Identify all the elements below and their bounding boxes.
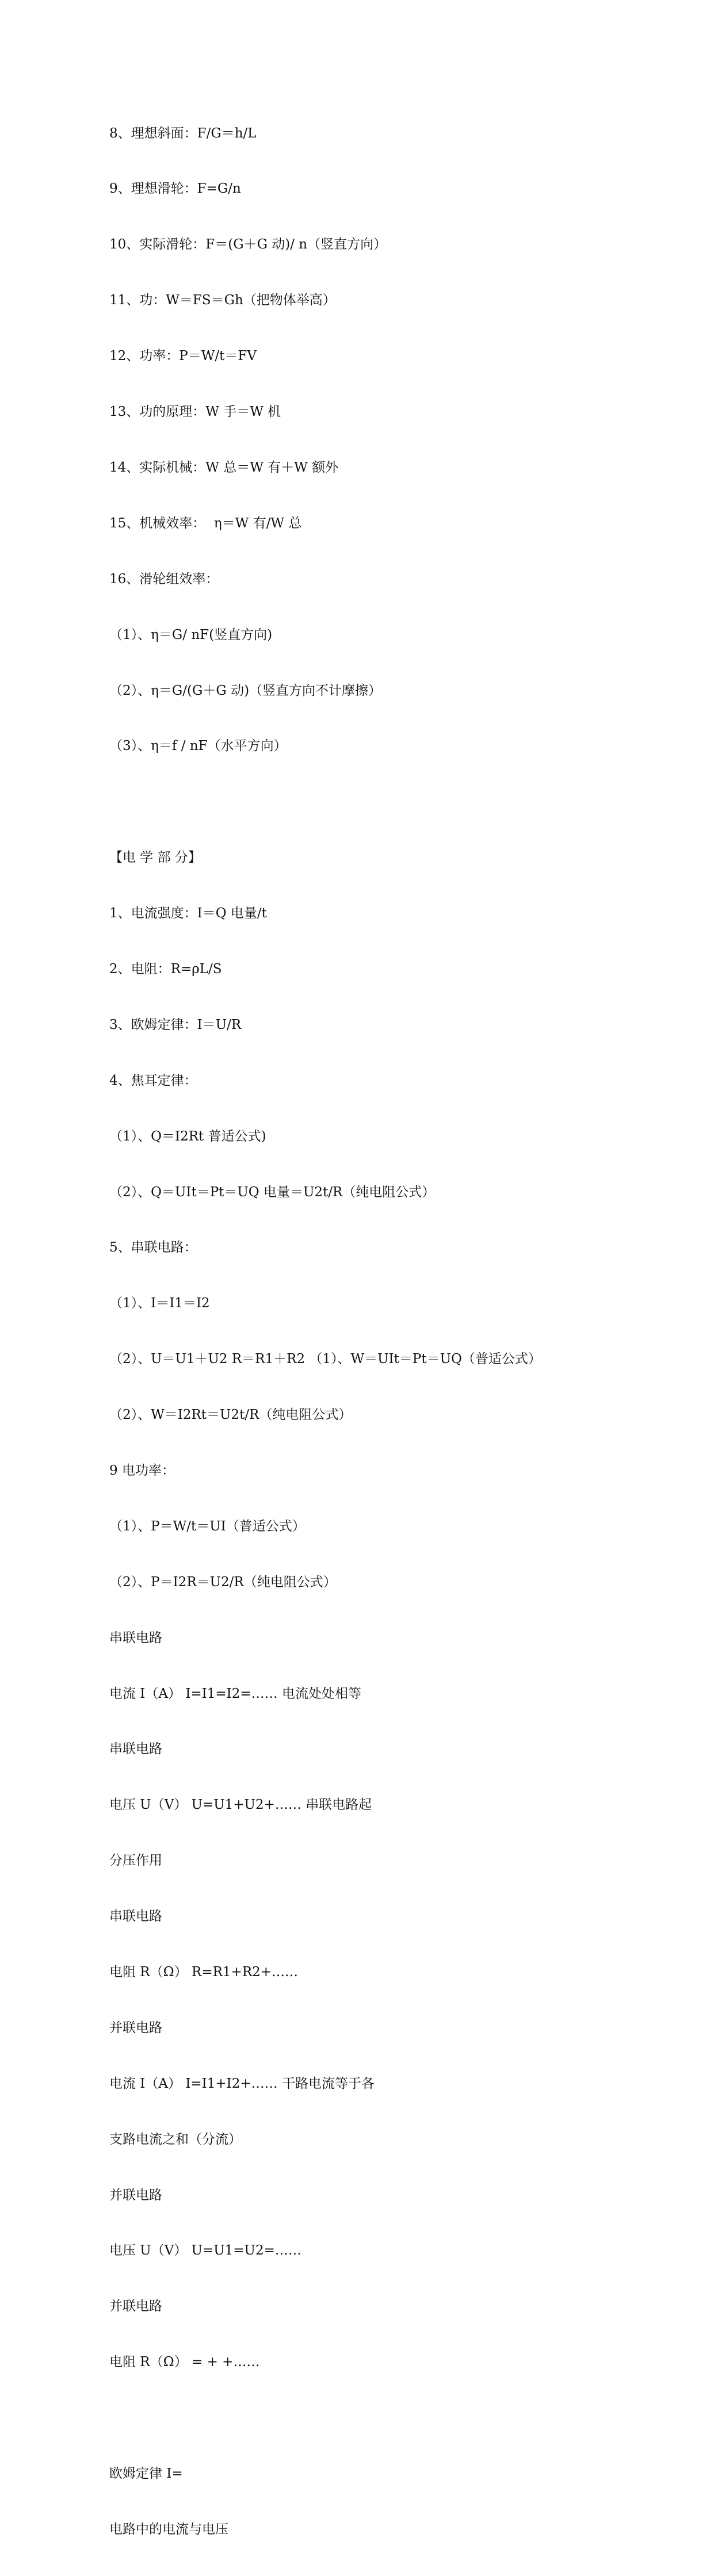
- text-line: 8、理想斜面：F/G＝h/L: [109, 125, 257, 141]
- text-line: 16、滑轮组效率：: [109, 571, 219, 587]
- text-line: 电阻 R（Ω） R=R1+R2+……: [109, 1964, 299, 1980]
- text-line: （2）、η＝G/(G＋G 动)（竖直方向不计摩擦）: [109, 683, 382, 698]
- text-line: 9 电功率：: [109, 1463, 175, 1478]
- text-line: 2、电阻：R=ρL/S: [109, 961, 222, 977]
- text-line: 10、实际滑轮：F＝(G＋G 动)/ n（竖直方向）: [109, 237, 387, 252]
- text-line: 欧姆定律 I=: [109, 2466, 183, 2481]
- text-line: 分压作用: [109, 1853, 162, 1869]
- document-text: [109, 87, 673, 2576]
- text-line: 电路中的电流与电压: [109, 2521, 228, 2537]
- text-line: 串联电路: [109, 1630, 162, 1645]
- text-line: 3、欧姆定律：I＝U/R: [109, 1017, 242, 1032]
- blank-line: [109, 793, 673, 811]
- section-heading: 【电 学 部 分】: [109, 850, 201, 866]
- text-line: 并联电路: [109, 2020, 162, 2035]
- text-line: （2）、U＝U1＋U2 R＝R1＋R2 （1）、W＝UIt＝Pt＝UQ（普适公式）: [109, 1352, 541, 1367]
- text-line: 13、功的原理：W 手＝W 机: [109, 404, 281, 420]
- text-line: （2）、P＝I2R＝U2/R（纯电阻公式）: [109, 1574, 337, 1590]
- text-line: 5、串联电路：: [109, 1240, 197, 1256]
- text-line: 电压 U（V） U=U1+U2+…… 串联电路起: [109, 1797, 372, 1813]
- text-line: （2）、W＝I2Rt＝U2t/R（纯电阻公式）: [109, 1407, 352, 1423]
- text-line: （1）、P＝W/t＝UI（普适公式）: [109, 1518, 306, 1534]
- text-line: （2）、Q＝UIt＝Pt＝UQ 电量＝U2t/R（纯电阻公式）: [109, 1184, 436, 1200]
- text-line: 电阻 R（Ω） = + +……: [109, 2355, 260, 2370]
- text-line: 串联电路: [109, 1741, 162, 1757]
- text-line: 电流 I（A） I=I1=I2=…… 电流处处相等: [109, 1686, 361, 1701]
- text-line: 电流 I（A） I=I1+I2+…… 干路电流等于各: [109, 2076, 375, 2091]
- text-line: 12、功率：P＝W/t＝FV: [109, 349, 257, 364]
- text-line: （1）、Q＝I2Rt 普适公式): [109, 1128, 266, 1144]
- text-line: 串联电路: [109, 1909, 162, 1924]
- text-line: 电压 U（V） U=U1=U2=……: [109, 2243, 301, 2259]
- blank-line: [109, 2409, 673, 2427]
- text-line: 9、理想滑轮：F=G/n: [109, 181, 241, 197]
- text-line: 11、功：W＝FS＝Gh（把物体举高）: [109, 293, 336, 308]
- text-line: 并联电路: [109, 2299, 162, 2314]
- text-line: 并联电路: [109, 2187, 162, 2203]
- text-line: 4、焦耳定律：: [109, 1073, 197, 1088]
- text-line: （1）、η＝G/ nF(竖直方向): [109, 627, 273, 642]
- text-line: 15、机械效率： η＝W 有/W 总: [109, 515, 302, 531]
- text-line: 支路电流之和（分流）: [109, 2131, 242, 2147]
- text-line: （3）、η＝f / nF（水平方向）: [109, 738, 287, 754]
- text-line: （1）、I＝I1＝I2: [109, 1296, 210, 1311]
- text-line: 14、实际机械：W 总＝W 有＋W 额外: [109, 460, 339, 475]
- text-line: 1、电流强度：I＝Q 电量/t: [109, 906, 267, 921]
